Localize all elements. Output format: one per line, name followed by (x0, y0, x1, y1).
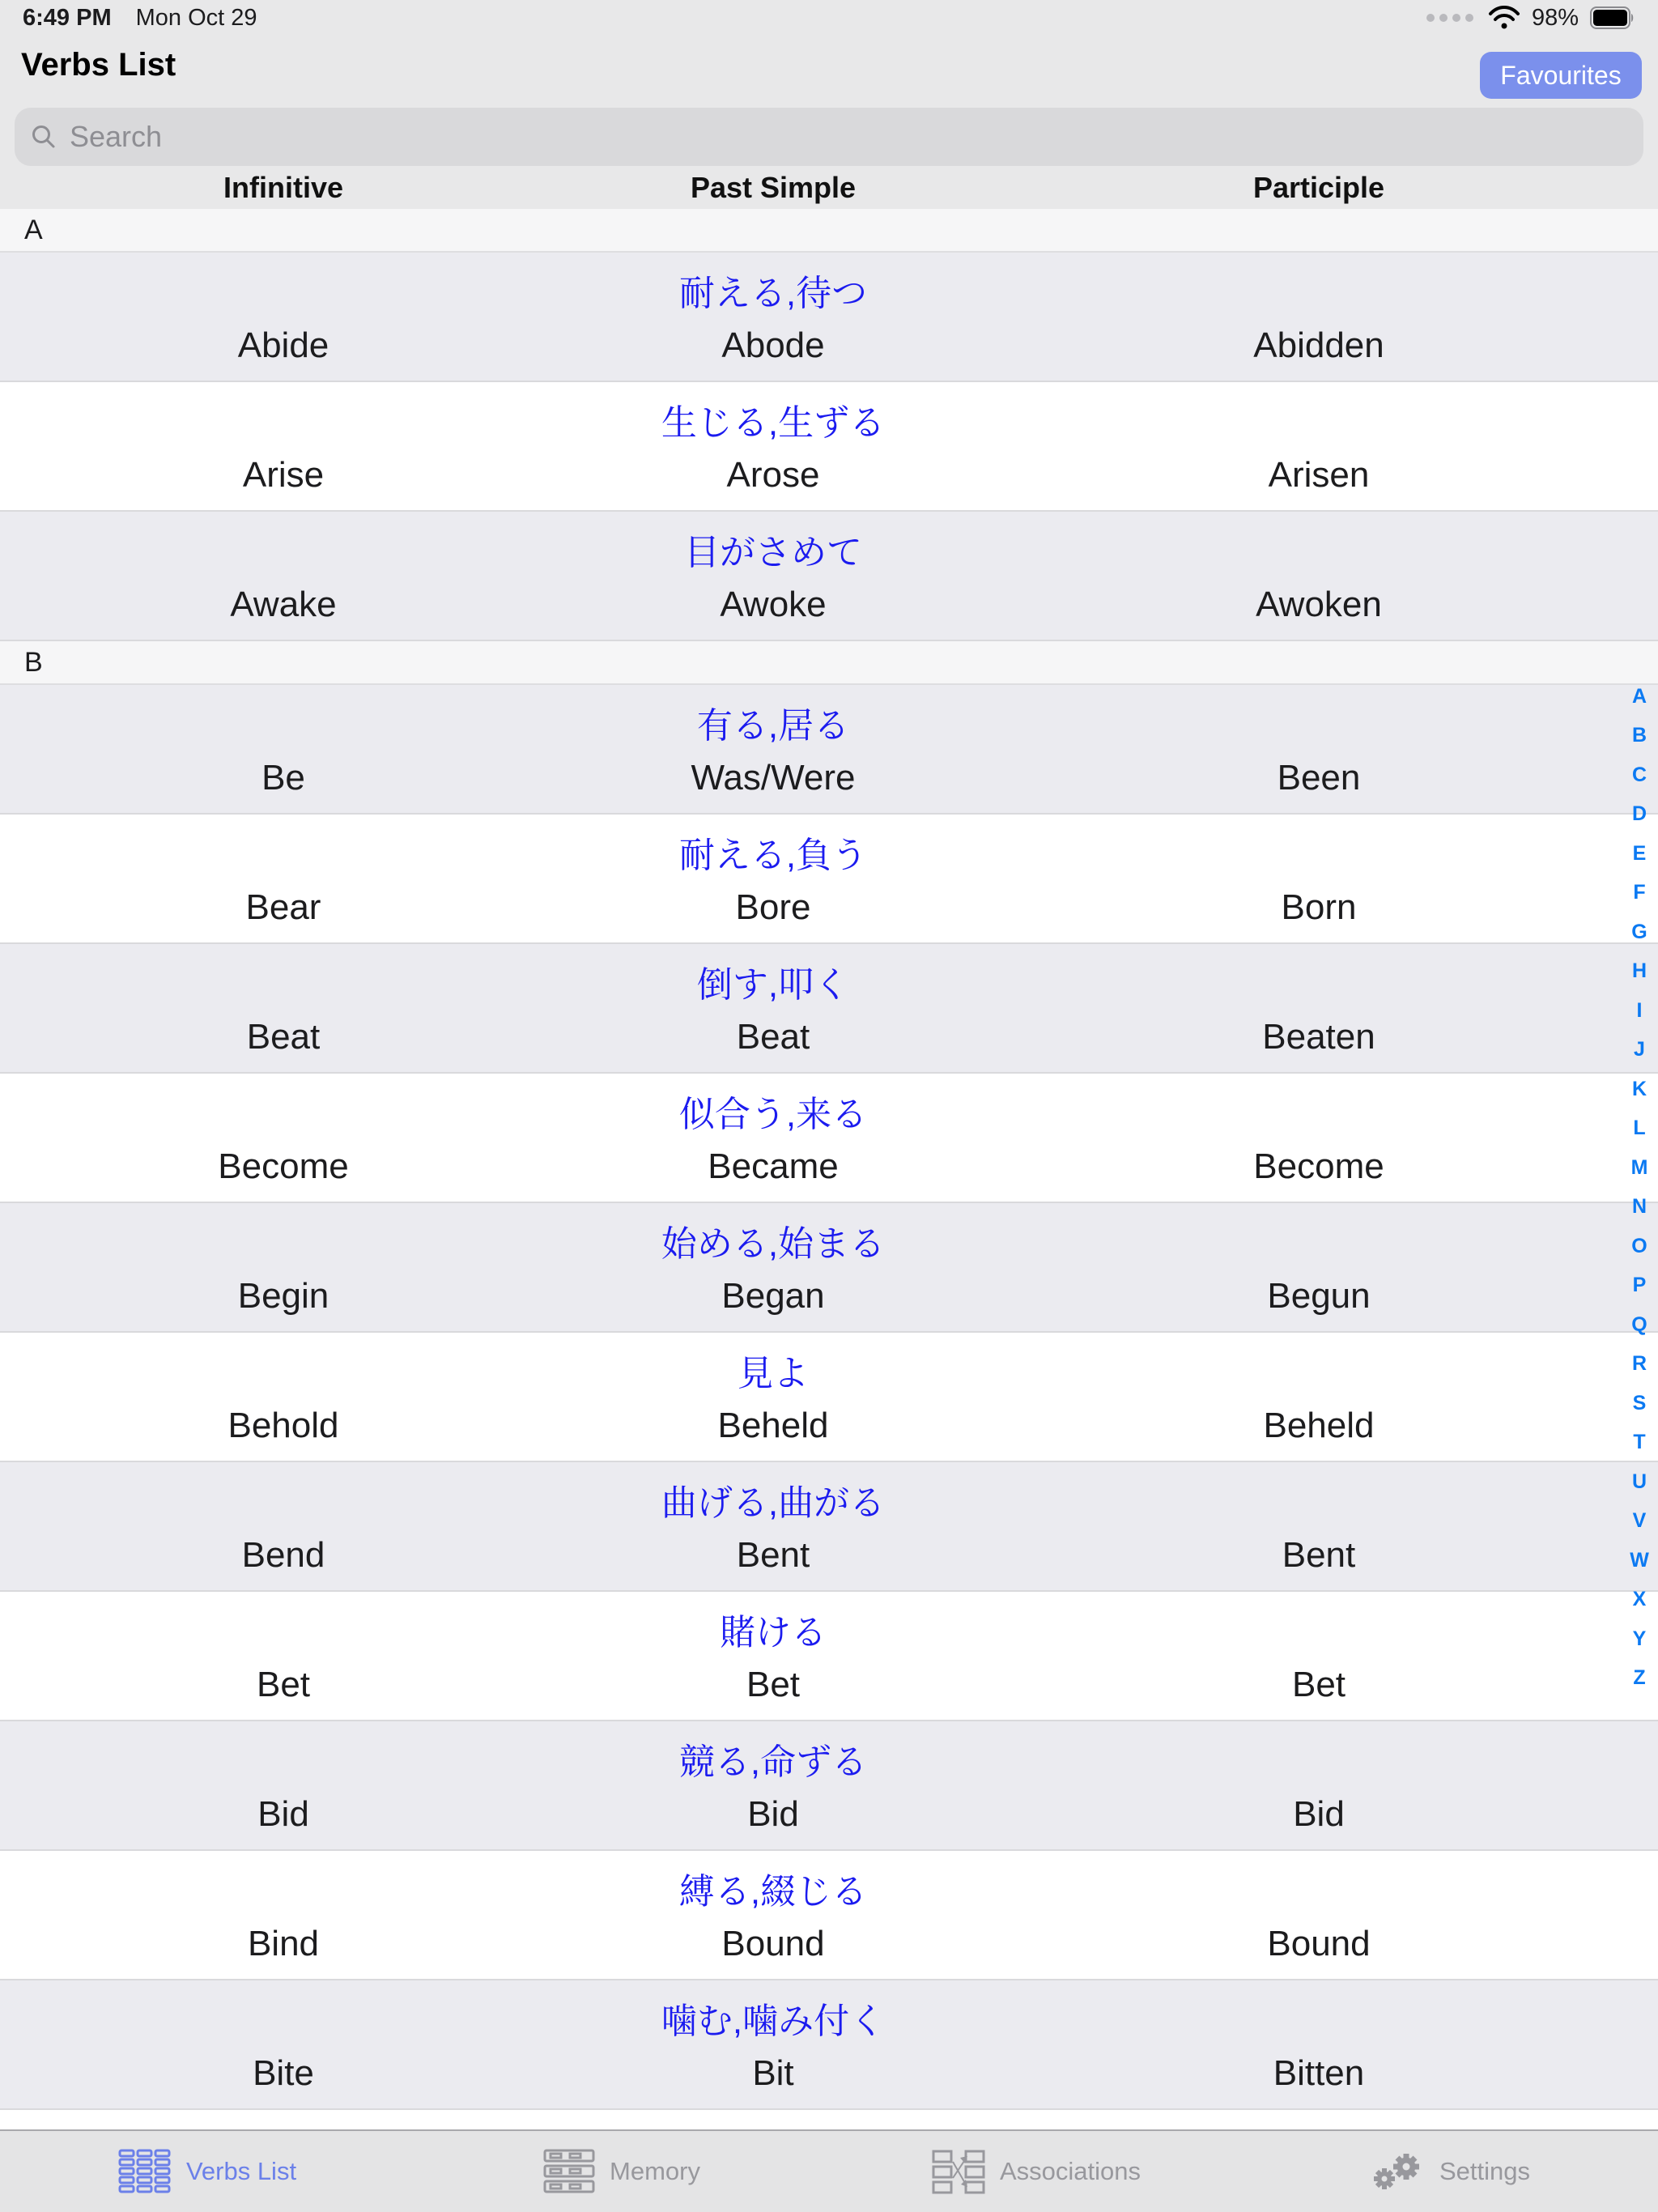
index-letter[interactable]: R (1631, 1352, 1647, 1376)
table-row[interactable] (0, 1721, 1658, 1851)
search-bar[interactable] (15, 108, 1643, 166)
translation-text: 競る,命ずる (678, 1742, 868, 1782)
index-letter[interactable]: B (1631, 724, 1647, 747)
participle-text: Awoken (1256, 585, 1382, 624)
table-row[interactable] (0, 512, 1658, 641)
infinitive-text: Awake (230, 585, 337, 624)
memory-icon (543, 2149, 595, 2194)
index-letter[interactable]: H (1631, 959, 1647, 983)
past-simple-text: Bid (747, 1794, 799, 1834)
infinitive-text: Arise (242, 455, 325, 495)
translation-text: 縛る,綴じる (678, 1872, 868, 1912)
index-letter[interactable]: G (1631, 920, 1647, 943)
participle-text: Bound (1267, 1924, 1371, 1963)
status-left (23, 5, 257, 32)
index-letter[interactable]: J (1634, 1038, 1645, 1061)
index-letter[interactable]: L (1633, 1117, 1646, 1140)
wifi-icon (1488, 6, 1520, 30)
table-row[interactable] (0, 382, 1658, 512)
infinitive-text: Behold (227, 1406, 339, 1445)
column-header-infinitive: Infinitive (223, 170, 343, 204)
page-title: Verbs List (21, 47, 176, 83)
infinitive-text: Bite (253, 2053, 314, 2093)
tab-associations[interactable] (829, 2131, 1244, 2212)
tab-label: Verbs List (185, 2157, 297, 2185)
past-simple-text: Arose (726, 455, 820, 495)
participle-text: Begun (1267, 1276, 1371, 1316)
tab-label: Settings (1439, 2157, 1530, 2185)
past-simple-text: Bent (736, 1535, 810, 1575)
table-row[interactable] (0, 1203, 1658, 1333)
status-bar (0, 0, 1658, 36)
table-row[interactable] (0, 1980, 1658, 2110)
index-letter[interactable]: E (1632, 841, 1647, 865)
section-header: B (0, 641, 1658, 685)
index-letter[interactable]: P (1632, 1274, 1647, 1297)
table-row[interactable] (0, 253, 1658, 382)
infinitive-text: Beat (246, 1017, 321, 1057)
verb-list (0, 209, 1658, 2129)
table-row[interactable] (0, 685, 1658, 815)
participle-text: Arisen (1268, 455, 1370, 495)
index-letter[interactable]: U (1631, 1470, 1647, 1493)
translation-text: 賭ける (720, 1613, 827, 1653)
translation-text: 見よ (738, 1354, 809, 1393)
participle-text: Born (1281, 887, 1357, 927)
translation-text: 倒す,叩く (696, 965, 850, 1005)
translation-text: 曲げる,曲がる (661, 1483, 886, 1523)
past-simple-text: Bet (746, 1665, 801, 1704)
index-letter[interactable]: A (1631, 684, 1647, 708)
index-letter[interactable]: F (1633, 881, 1646, 904)
infinitive-text: Bind (247, 1924, 320, 1963)
infinitive-text: Become (218, 1146, 349, 1186)
verbs-list-icon (118, 2149, 172, 2194)
tab-bar (0, 2129, 1658, 2212)
table-row[interactable] (0, 1851, 1658, 1980)
translation-text: 耐える,負う (678, 836, 868, 875)
status-date: Mon Oct 29 (135, 4, 257, 31)
section-header: A (0, 209, 1658, 253)
participle-text: Bent (1282, 1535, 1356, 1575)
infinitive-text: Be (261, 758, 305, 798)
index-letter[interactable]: S (1632, 1391, 1647, 1414)
infinitive-text: Bear (245, 887, 321, 927)
past-simple-text: Became (708, 1146, 839, 1186)
translation-text: 有る,居る (696, 706, 850, 746)
past-simple-text: Abode (721, 325, 825, 365)
table-column-headers (0, 166, 1658, 209)
index-letter[interactable]: Z (1633, 1666, 1646, 1690)
search-input[interactable] (68, 119, 1627, 155)
participle-text: Been (1277, 758, 1361, 798)
index-letter[interactable]: T (1633, 1431, 1646, 1454)
translation-text: 耐える,待つ (678, 274, 868, 313)
translation-text: 始める,始まる (661, 1224, 886, 1264)
participle-text: Beheld (1263, 1406, 1375, 1445)
column-header-past-simple: Past Simple (690, 170, 857, 204)
table-row[interactable] (0, 1592, 1658, 1721)
settings-icon (1371, 2148, 1425, 2195)
tab-verbs-list[interactable] (0, 2131, 414, 2212)
participle-text: Beaten (1262, 1017, 1375, 1057)
table-row[interactable] (0, 1074, 1658, 1203)
past-simple-text: Awoke (720, 585, 827, 624)
index-letter[interactable]: X (1632, 1588, 1647, 1611)
tab-memory[interactable] (414, 2131, 829, 2212)
associations-icon (932, 2149, 985, 2194)
table-row[interactable] (0, 1333, 1658, 1462)
tab-settings[interactable] (1244, 2131, 1658, 2212)
search-icon (31, 124, 57, 150)
infinitive-text: Begin (237, 1276, 329, 1316)
tab-label: Associations (999, 2157, 1141, 2185)
participle-text: Abidden (1253, 325, 1384, 365)
index-letter[interactable]: N (1631, 1195, 1647, 1219)
infinitive-text: Bend (241, 1535, 325, 1575)
past-simple-text: Bit (752, 2053, 794, 2093)
favourites-button[interactable]: Favourites (1480, 52, 1642, 99)
translation-text: 噛む,噛み付く (661, 2001, 886, 2041)
participle-text: Bet (1291, 1665, 1346, 1704)
table-row[interactable] (0, 815, 1658, 944)
column-header-participle: Participle (1252, 170, 1385, 204)
cellular-signal-icon (1425, 12, 1477, 23)
table-row[interactable] (0, 1462, 1658, 1592)
past-simple-text: Bound (721, 1924, 825, 1963)
battery-percent: 98% (1531, 4, 1579, 31)
infinitive-text: Bet (256, 1665, 311, 1704)
past-simple-text: Was/Were (691, 758, 856, 798)
battery-icon (1590, 6, 1635, 29)
translation-text: 目がさめて (684, 533, 862, 572)
participle-text: Bitten (1273, 2053, 1365, 2093)
top-chrome (0, 0, 1658, 209)
table-row[interactable] (0, 944, 1658, 1074)
participle-text: Bid (1293, 1794, 1345, 1834)
index-letter[interactable]: I (1636, 998, 1643, 1022)
status-time: 6:49 PM (23, 4, 112, 31)
index-letter[interactable]: O (1631, 1234, 1647, 1257)
index-letter[interactable]: Q (1631, 1312, 1647, 1336)
translation-text: 生じる,生ずる (661, 403, 886, 443)
past-simple-text: Began (721, 1276, 825, 1316)
index-letter[interactable]: D (1631, 802, 1647, 826)
past-simple-text: Beheld (717, 1406, 829, 1445)
index-letter[interactable]: K (1631, 1077, 1647, 1100)
index-letter[interactable]: Y (1632, 1627, 1647, 1650)
past-simple-text: Beat (736, 1017, 810, 1057)
index-letter[interactable]: V (1632, 1509, 1647, 1533)
participle-text: Become (1253, 1146, 1384, 1186)
index-letter[interactable]: M (1630, 1155, 1648, 1179)
index-letter[interactable]: C (1631, 763, 1647, 786)
index-letter[interactable]: W (1630, 1548, 1649, 1572)
infinitive-text: Abide (237, 325, 329, 365)
tab-label: Memory (610, 2157, 700, 2185)
infinitive-text: Bid (257, 1794, 309, 1834)
translation-text: 似合う,来る (678, 1095, 868, 1134)
alphabet-index[interactable] (1624, 677, 1655, 1698)
past-simple-text: Bore (735, 887, 811, 927)
status-right (1425, 5, 1635, 32)
